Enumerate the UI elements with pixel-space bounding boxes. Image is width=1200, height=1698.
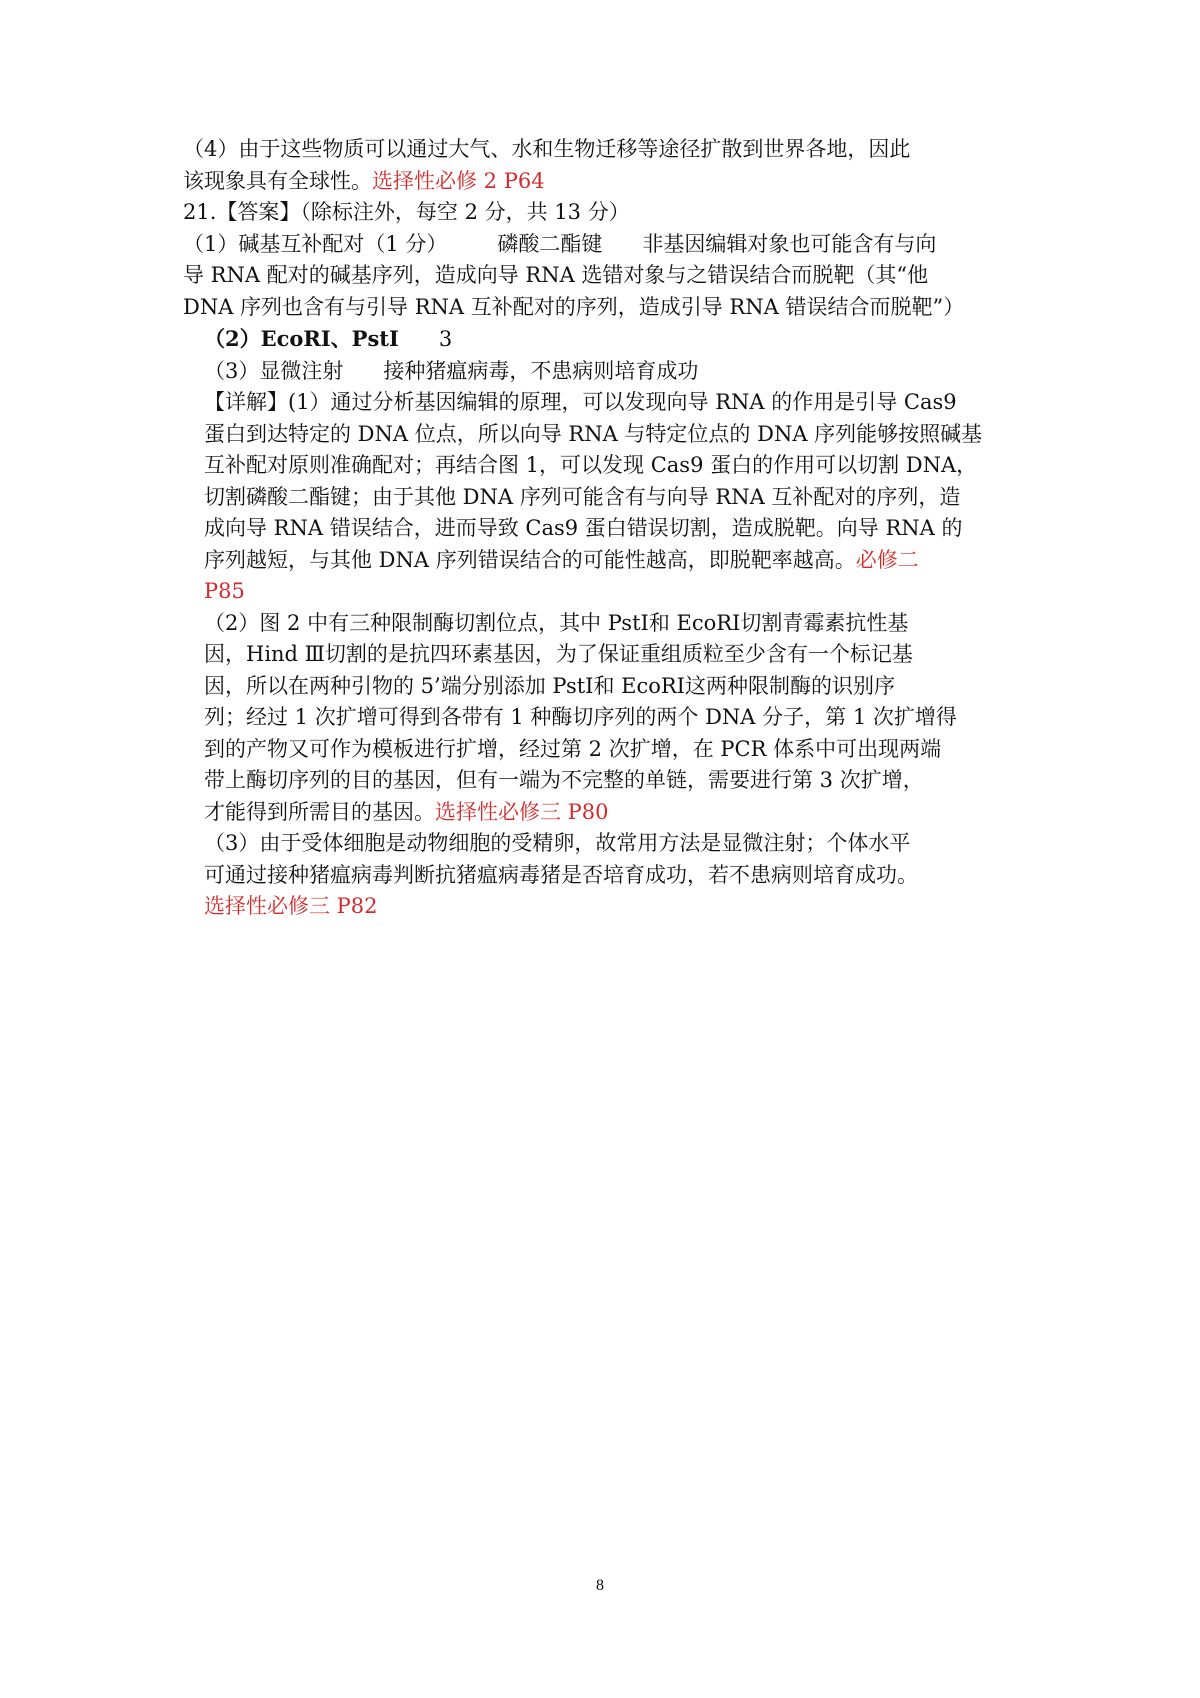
detail-2-line3: 因，所以在两种引物的 5’端分别添加 PstⅠ和 EcoRⅠ这两种限制酶的识别序 — [204, 673, 895, 698]
detail-tag: 【详解】 — [204, 390, 288, 414]
answer-1-blank2: 磷酸二酯键 — [497, 231, 603, 256]
detail-2-line6: 带上酶切序列的目的基因，但有一端为不完整的单链，需要进行第 3 次扩增， — [204, 768, 924, 792]
detail-2-line2: 因，Hind Ⅲ切割的是抗四环素基因，为了保证重组质粒至少含有一个标记基 — [204, 642, 913, 666]
detail-1-line1 — [183, 387, 1023, 419]
detail-1-line2: 蛋白到达特定的 DNA 位点，所以向导 RNA 与特定位点的 DNA 序列能够按照碱基 — [204, 421, 983, 446]
q21-number: 21. — [183, 200, 217, 224]
answer-text-block — [183, 134, 1023, 923]
q20-4-text: 该现象具有全球性。 — [183, 168, 372, 193]
q20-4-line1: （4）由于这些物质可以通过大气、水和生物迁移等途径扩散到世界各地，因此 — [183, 137, 911, 161]
answer-2-enzymes: （2）EcoRⅠ、PstⅠ — [204, 326, 399, 351]
detail-1-line4: 切割磷酸二酯键；由于其他 DNA 序列可能含有与向导 RNA 互补配对的序列，造 — [204, 484, 961, 509]
answer-2-line — [183, 323, 1023, 356]
answer-tag: 【答案】 — [216, 200, 301, 224]
detail-2-line7 — [183, 797, 1023, 829]
detail-1-reference-b: P85 — [204, 579, 245, 603]
detail-2-line5: 到的产物又可作为模板进行扩增，经过第 2 次扩增，在 PCR 体系中可出现两端 — [204, 736, 942, 761]
q20-4-reference: 选择性必修 2 P64 — [372, 168, 545, 193]
q21-header — [183, 197, 1023, 229]
detail-2-reference: 选择性必修三 P80 — [435, 799, 609, 824]
q20-4-line2 — [183, 166, 1023, 198]
answer-3-test: 接种猪瘟病毒，不患病则培育成功 — [383, 358, 699, 383]
detail-3-line2: 可通过接种猪瘟病毒判断抗猪瘟病毒猪是否培育成功，若不患病则培育成功。 — [204, 862, 918, 887]
detail-2-text7: 才能得到所需目的基因。 — [204, 799, 435, 824]
detail-1-line5: 成向导 RNA 错误结合，进而导致 Cas9 蛋白错误切割，造成脱靶。向导 RNA 的 — [204, 516, 963, 540]
answer-3-method: （3）显微注射 — [204, 358, 344, 383]
detail-1-line3: 互补配对原则准确配对；再结合图 1，可以发现 Cas9 蛋白的作用可以切割 DNA， — [204, 453, 978, 477]
answer-1-line2: 导 RNA 配对的碱基序列，造成向导 RNA 选错对象与之错误结合而脱靶（其“他 — [183, 263, 929, 287]
answer-1-blank1: （1）碱基互补配对（1 分） — [183, 231, 448, 256]
answer-1-line1 — [183, 229, 1023, 261]
answer-1-blank3: 非基因编辑对象也可能含有与向 — [642, 231, 937, 256]
detail-3-reference: 选择性必修三 P82 — [204, 894, 378, 918]
detail-1-text: (1）通过分析基因编辑的原理，可以发现向导 RNA 的作用是引导 Cas9 — [288, 390, 957, 414]
answer-3-line — [183, 356, 1023, 388]
detail-2-line4: 列；经过 1 次扩增可得到各带有 1 种酶切序列的两个 DNA 分子，第 1 次扩增得 — [204, 705, 957, 729]
detail-1-reference-a: 必修二 — [855, 547, 919, 572]
page-number: 8 — [596, 1577, 604, 1594]
detail-1-text6: 序列越短，与其他 DNA 序列错误结合的可能性越高，即脱靶率越高。 — [204, 547, 856, 572]
detail-2-line1: （2）图 2 中有三种限制酶切割位点，其中 PstⅠ和 EcoRⅠ切割青霉素抗性基 — [204, 610, 909, 635]
detail-1-line6 — [183, 545, 1023, 577]
score-note: （除标注外，每空 2 分，共 13 分） — [300, 200, 630, 224]
detail-3-line1: （3）由于受体细胞是动物细胞的受精卵，故常用方法是显微注射；个体水平 — [204, 831, 911, 855]
answer-2-count: 3 — [438, 327, 453, 351]
answer-1-line3: DNA 序列也含有与引导 RNA 互补配对的序列，造成引导 RNA 错误结合而脱靶”） — [183, 294, 965, 319]
